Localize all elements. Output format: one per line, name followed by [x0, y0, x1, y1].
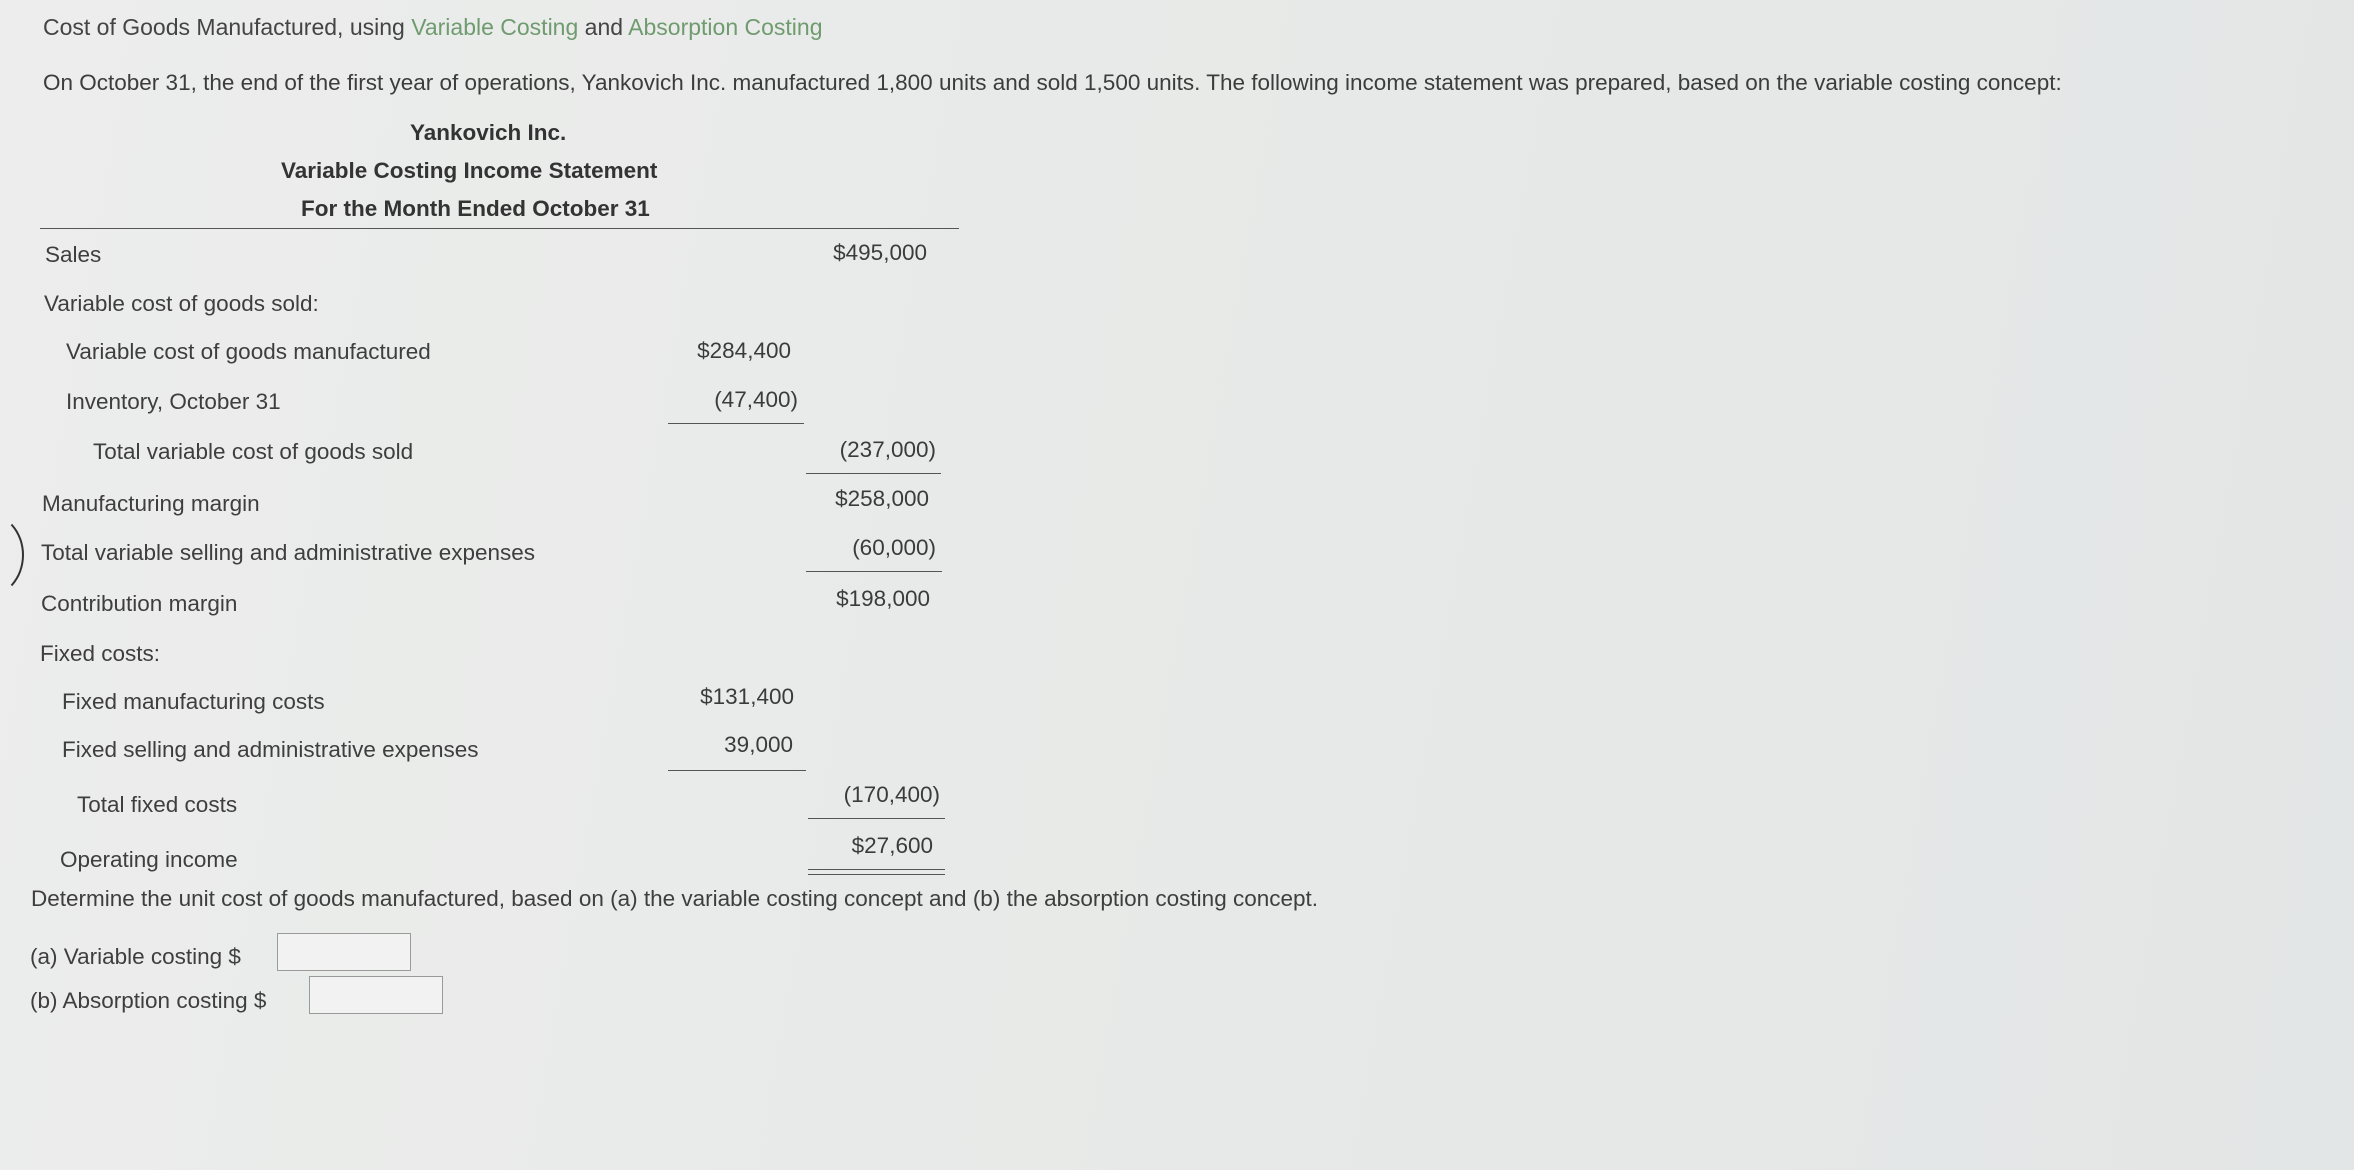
var-sga-value: (60,000)	[852, 535, 936, 560]
statement-title: Variable Costing Income Statement	[281, 158, 658, 183]
total-vcogs-label: Total variable cost of goods sold	[93, 439, 414, 464]
variable-costing-link[interactable]: Variable Costing	[411, 14, 579, 40]
header-rule	[40, 228, 959, 229]
vcogm-label: Variable cost of goods manufactured	[66, 339, 431, 364]
absorption-costing-link[interactable]: Absorption Costing	[628, 14, 823, 40]
contribution-label: Contribution margin	[41, 591, 238, 616]
total-fixed-label: Total fixed costs	[77, 792, 238, 817]
vcogs-header-label: Variable cost of goods sold:	[44, 291, 319, 316]
inventory-label: Inventory, October 31	[66, 389, 281, 414]
operating-income-value: $27,600	[851, 833, 933, 858]
variable-costing-answer-label: (a) Variable costing $	[30, 944, 241, 969]
fixed-sga-label: Fixed selling and administrative expenses	[62, 737, 479, 762]
inventory-value: (47,400)	[714, 387, 798, 412]
absorption-costing-answer-input[interactable]	[309, 976, 443, 1014]
operating-income-double-underline	[808, 869, 945, 875]
fixed-mfg-label: Fixed manufacturing costs	[62, 689, 325, 714]
total-fixed-underline	[808, 818, 945, 819]
variable-costing-answer-input[interactable]	[277, 933, 411, 971]
inventory-underline	[668, 423, 804, 424]
absorption-costing-answer-label: (b) Absorption costing $	[30, 988, 267, 1013]
heading-middle: and	[578, 14, 629, 40]
total-vcogs-underline	[806, 473, 941, 474]
company-name: Yankovich Inc.	[410, 120, 567, 145]
contribution-value: $198,000	[836, 586, 930, 611]
total-fixed-value: (170,400)	[843, 782, 940, 807]
var-sga-underline	[806, 571, 942, 572]
sales-value: $495,000	[833, 240, 927, 265]
page-heading	[43, 14, 823, 41]
total-vcogs-value: (237,000)	[839, 437, 936, 462]
statement-period: For the Month Ended October 31	[301, 196, 650, 221]
fixed-sga-value: 39,000	[724, 732, 793, 757]
left-edge-arc	[0, 512, 24, 598]
mfg-margin-value: $258,000	[835, 486, 929, 511]
operating-income-label: Operating income	[60, 847, 238, 872]
fixed-mfg-value: $131,400	[700, 684, 794, 709]
fixed-sga-underline	[668, 770, 806, 771]
sales-label: Sales	[45, 242, 102, 267]
heading-prefix: Cost of Goods Manufactured, using	[43, 14, 412, 40]
question-text: Determine the unit cost of goods manufactured, based on (a) the variable costing concept and (b) the absorption costing concept.	[31, 886, 1319, 911]
mfg-margin-label: Manufacturing margin	[42, 491, 260, 516]
vcogm-value: $284,400	[697, 338, 791, 363]
problem-intro: On October 31, the end of the first year of operations, Yankovich Inc. manufactured 1,800 units and sold 1,500 units. The following income statement was prepared, based on the variable costing concept:	[43, 70, 2062, 95]
var-sga-label: Total variable selling and administrative expenses	[41, 540, 536, 565]
fixed-header-label: Fixed costs:	[40, 641, 161, 666]
